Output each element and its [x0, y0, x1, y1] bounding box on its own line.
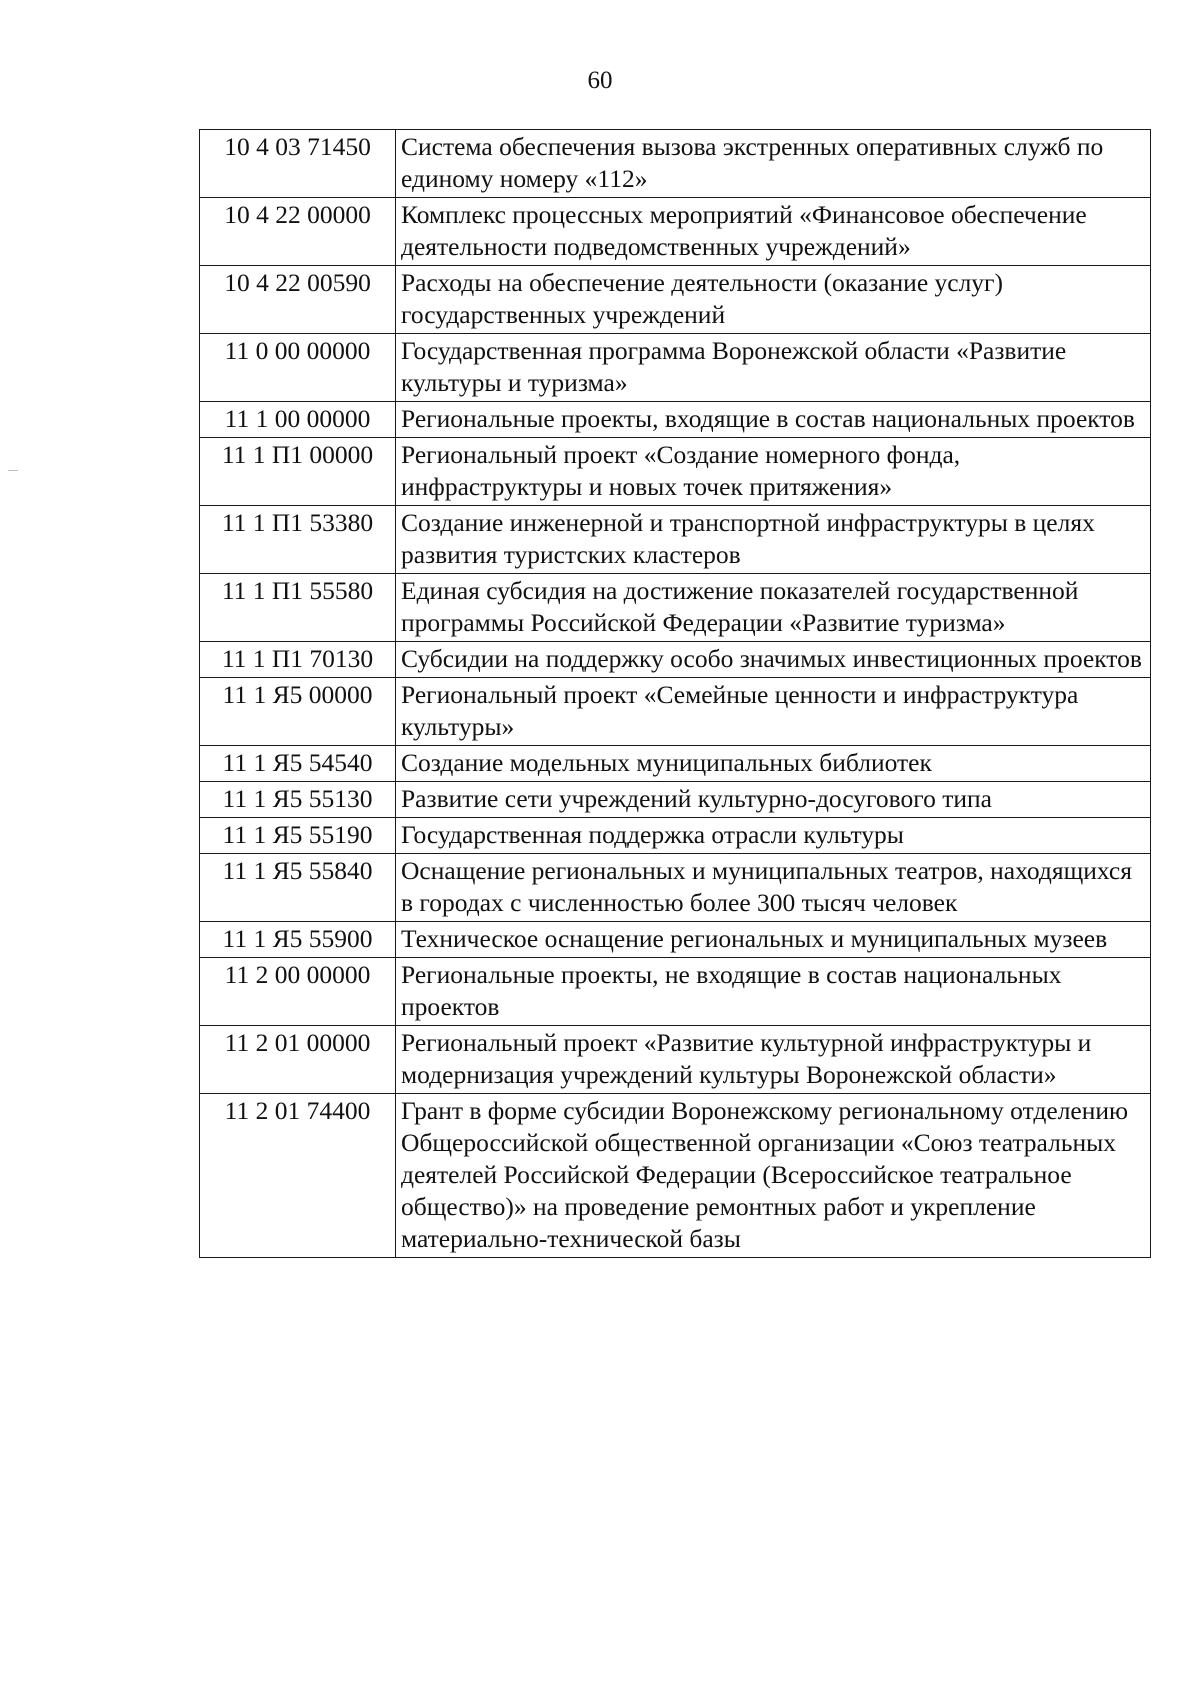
budget-classification-table — [199, 129, 1151, 1258]
table-row — [200, 958, 1151, 1026]
row-code: 11 1 П1 55580 — [200, 574, 396, 642]
row-description: Региональные проекты, не входящие в состав национальных проектов — [396, 958, 1151, 1026]
row-description: Региональный проект «Семейные ценности и инфраструктура культуры» — [396, 678, 1151, 746]
row-code: 11 1 П1 70130 — [200, 642, 396, 678]
row-description: Грант в форме субсидии Воронежскому региональному отделению Общероссийской общественной организации «Союз театральных деятелей Российской Федерации (Всероссийское театральное общество)» на проведение ремонтных работ и укрепление материально-технической базы — [396, 1094, 1151, 1258]
row-description: Региональный проект «Развитие культурной инфраструктуры и модернизация учреждений культуры Воронежской области» — [396, 1026, 1151, 1094]
row-description: Техническое оснащение региональных и муниципальных музеев — [396, 922, 1151, 958]
table-row — [200, 678, 1151, 746]
table-row — [200, 402, 1151, 438]
row-code: 11 1 Я5 55190 — [200, 818, 396, 854]
table-row — [200, 922, 1151, 958]
row-code: 10 4 22 00590 — [200, 266, 396, 334]
row-description: Создание инженерной и транспортной инфраструктуры в целях развития туристских кластеров — [396, 506, 1151, 574]
row-description: Региональный проект «Создание номерного фонда, инфраструктуры и новых точек притяжения» — [396, 438, 1151, 506]
row-code: 11 1 Я5 55900 — [200, 922, 396, 958]
row-description: Субсидии на поддержку особо значимых инвестиционных проектов — [396, 642, 1151, 678]
row-code: 11 2 01 00000 — [200, 1026, 396, 1094]
table-row — [200, 1026, 1151, 1094]
table-row — [200, 198, 1151, 266]
scan-artifact — [8, 470, 18, 471]
row-code: 11 1 Я5 55130 — [200, 782, 396, 818]
row-description: Единая субсидия на достижение показателей государственной программы Российской Федерации «Развитие туризма» — [396, 574, 1151, 642]
row-description: Развитие сети учреждений культурно-досугового типа — [396, 782, 1151, 818]
table-row — [200, 642, 1151, 678]
table-row — [200, 746, 1151, 782]
table-row — [200, 506, 1151, 574]
table-row — [200, 438, 1151, 506]
row-code: 10 4 22 00000 — [200, 198, 396, 266]
row-code: 11 1 00 00000 — [200, 402, 396, 438]
row-description: Государственная программа Воронежской области «Развитие культуры и туризма» — [396, 334, 1151, 402]
row-description: Система обеспечения вызова экстренных оперативных служб по единому номеру «112» — [396, 130, 1151, 198]
page-number: 60 — [587, 67, 613, 94]
row-code: 11 1 Я5 54540 — [200, 746, 396, 782]
row-code: 11 2 00 00000 — [200, 958, 396, 1026]
row-description: Расходы на обеспечение деятельности (оказание услуг) государственных учреждений — [396, 266, 1151, 334]
table-row — [200, 782, 1151, 818]
row-code: 11 1 П1 00000 — [200, 438, 396, 506]
row-code: 11 0 00 00000 — [200, 334, 396, 402]
row-description: Государственная поддержка отрасли культуры — [396, 818, 1151, 854]
table-row — [200, 1094, 1151, 1258]
row-description: Создание модельных муниципальных библиотек — [396, 746, 1151, 782]
row-description: Комплекс процессных мероприятий «Финансовое обеспечение деятельности подведомственных учреждений» — [396, 198, 1151, 266]
row-code: 11 1 Я5 55840 — [200, 854, 396, 922]
row-code: 11 1 Я5 00000 — [200, 678, 396, 746]
table-row — [200, 334, 1151, 402]
row-description: Оснащение региональных и муниципальных театров, находящихся в городах с численностью более 300 тысяч человек — [396, 854, 1151, 922]
table-row — [200, 266, 1151, 334]
row-description: Региональные проекты, входящие в состав национальных проектов — [396, 402, 1151, 438]
row-code: 11 1 П1 53380 — [200, 506, 396, 574]
table-row — [200, 818, 1151, 854]
row-code: 10 4 03 71450 — [200, 130, 396, 198]
table-row — [200, 130, 1151, 198]
row-code: 11 2 01 74400 — [200, 1094, 396, 1258]
table-row — [200, 574, 1151, 642]
table-row — [200, 854, 1151, 922]
